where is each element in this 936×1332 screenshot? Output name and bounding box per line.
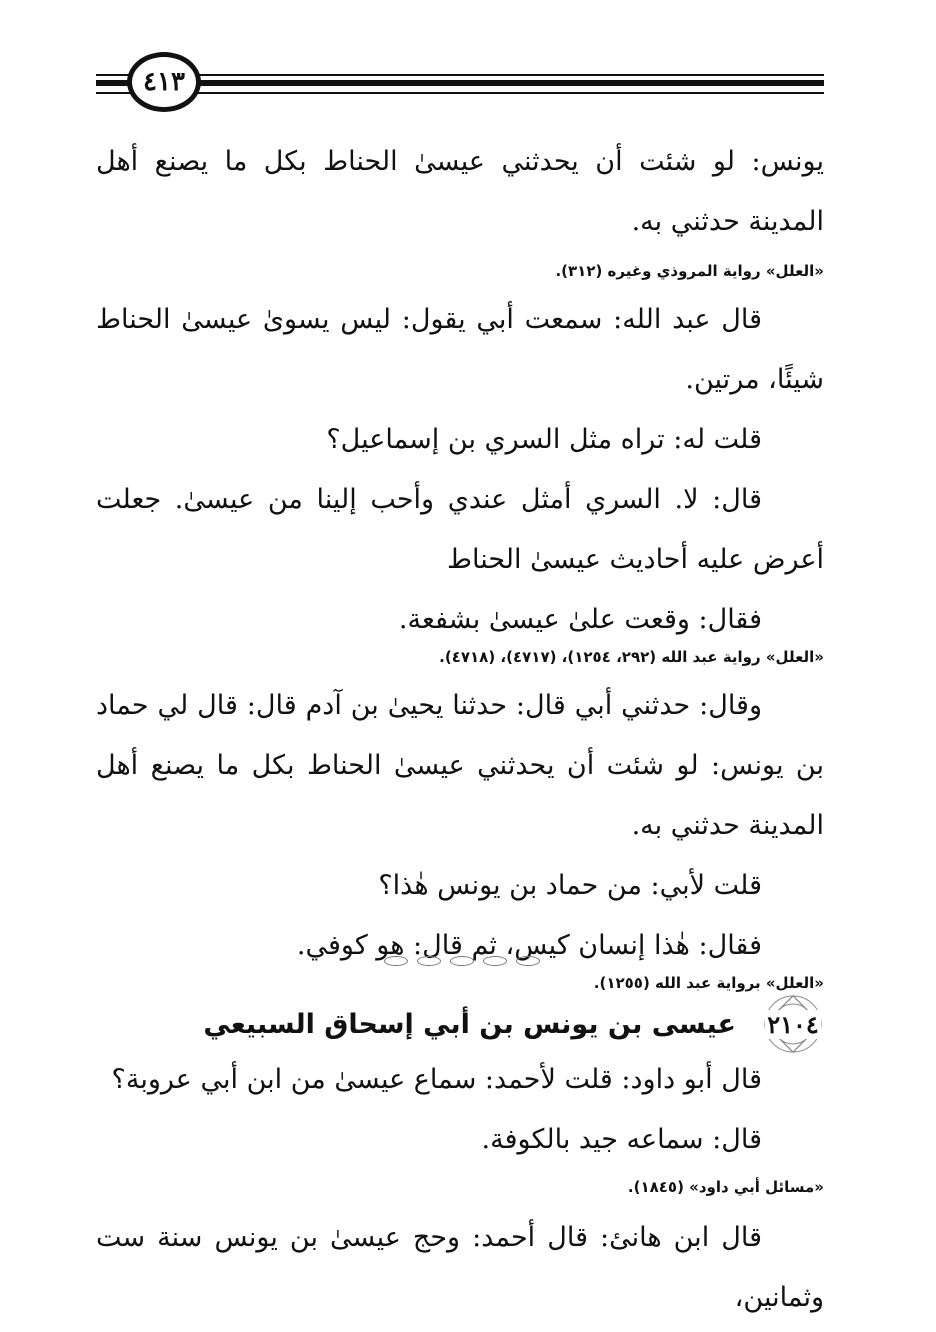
section-divider-ornament — [384, 952, 540, 970]
header-rule — [96, 68, 824, 98]
entry-number-badge — [762, 993, 824, 1055]
paragraph: قال أبو داود: قلت لأحمد: سماع عيسىٰ من ابن أبي عروبة؟ — [111, 1064, 762, 1095]
paragraph: وقال: حدثني أبي قال: حدثنا يحيىٰ بن آدم قال: قال لي حماد بن يونس: لو شئت أن يحدثني عيسىٰ الحناط بكل ما يصنع أهل المدينة حدثني به. — [96, 690, 824, 841]
entry-title: عيسى بن يونس بن أبي إسحاق السبيعي — [203, 1008, 736, 1040]
text-body-entry — [96, 1050, 824, 1328]
paragraph: قال: سماعه جيد بالكوفة. — [481, 1124, 762, 1155]
source-citation: «العلل» رواية المروذي وغيره (٣١٢). — [555, 262, 824, 280]
source-citation: «العلل» رواية عبد الله (٢٩٢، ١٢٥٤)، (٤٧١٧)، (٤٧١٨). — [439, 648, 824, 666]
paragraph: قال: لا. السري أمثل عندي وأحب إلينا من عيسىٰ. جعلت أعرض عليه أحاديث عيسىٰ الحناط — [96, 484, 824, 575]
source-citation: «العلل» برواية عبد الله (١٢٥٥). — [593, 974, 824, 992]
paragraph: يونس: لو شئت أن يحدثني عيسىٰ الحناط بكل ما يصنع أهل المدينة حدثني به. — [96, 146, 824, 237]
entry-heading — [200, 994, 824, 1054]
paragraph: فقال: هٰذا إنسان كيس، ثم قال: هو كوفي. — [296, 930, 762, 961]
entry-number: ٢١٠٤ — [767, 1009, 819, 1039]
paragraph: قال ابن هانئ: قال أحمد: وحج عيسىٰ بن يونس سنة ست وثمانين، — [96, 1222, 824, 1313]
paragraph: فقال: وقعت علىٰ عيسىٰ بشفعة. — [398, 604, 762, 635]
paragraph: قلت له: تراه مثل السري بن إسماعيل؟ — [326, 424, 762, 455]
text-body-top — [96, 132, 824, 998]
source-citation: «مسائل أبي داود» (١٨٤٥). — [627, 1178, 824, 1196]
paragraph: قال عبد الله: سمعت أبي يقول: ليس يسوىٰ عيسىٰ الحناط شيئًا، مرتين. — [96, 304, 824, 395]
page-number: ٤١٣ — [127, 52, 201, 112]
paragraph: قلت لأبي: من حماد بن يونس هٰذا؟ — [378, 870, 762, 901]
